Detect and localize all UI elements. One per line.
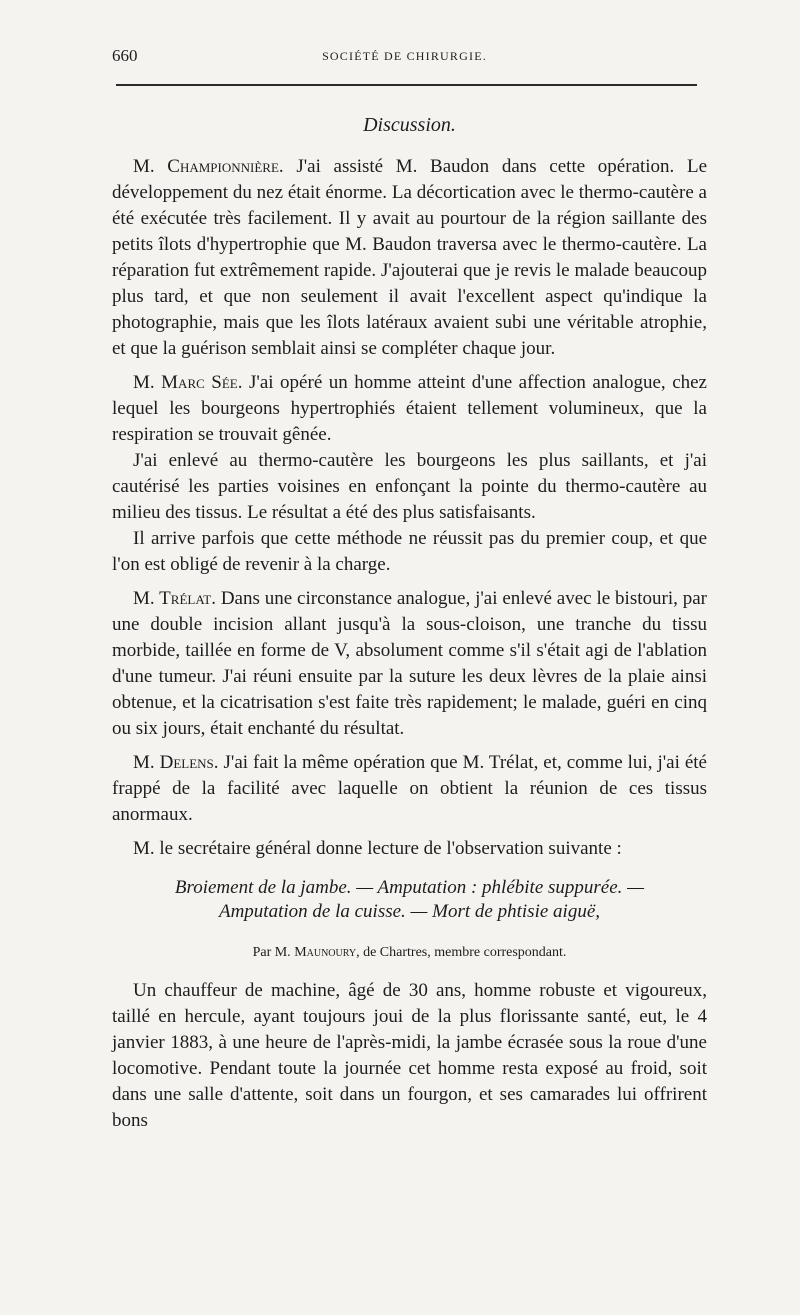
- observation-title-line1: Broiement de la jambe. — Amputation : phlébite suppurée. —: [174, 877, 645, 898]
- observation-byline: Par M. Maunoury, de Chartres, membre correspondant.: [252, 945, 567, 960]
- page-number: 660: [112, 46, 138, 65]
- paragraph-marc-see-cont: [112, 448, 707, 526]
- paragraph-text: J'ai assisté M. Baudon dans cette opération. Le développement du nez était énorme. La décortication avec le thermo-cautère a été exécutée très facilement. Il y avait au pourtour de la région saillante des petits îlots d'hypertrophie que M. Baudon traversa avec le thermo-cautère. La réparation fut extrêmement rapide. J'ajouterai que je revis le malade beaucoup plus tard, et que non seulement il avait l'excellent aspect qu'indique la photographie, mais que les îlots latéraux avaient subi une véritable atrophie, et que la guérison semblait ainsi se compléter chaque jour.: [112, 156, 708, 359]
- paragraph-text: J'ai opéré un homme atteint d'une affection analogue, chez lequel les bourgeons hypertrophiés étaient tellement volumineux, que la respiration se trouvait gênée.: [112, 372, 707, 445]
- running-head: SOCIÉTÉ DE CHIRURGIE.: [322, 49, 487, 63]
- page-header: [112, 46, 697, 70]
- body-text: [112, 112, 707, 1134]
- paragraph-text: Dans une circonstance analogue, j'ai enlevé avec le bistouri, par une double incision allant jusqu'à la sous-cloison, une tranche du tissu morbide, taillée en forme de V, absolument comme s'il s'était agi de l'ablation d'une tumeur. J'ai réuni ensuite par la suture les deux lèvres de la plaie ainsi obtenue, et la cicatrisation s'est faite très rapidement; le malade, guéri en cinq ou six jours, était enchanté du résultat.: [112, 588, 707, 739]
- speaker-name: M. Trélat.: [133, 588, 216, 609]
- speaker-name: M. Championnière.: [133, 156, 284, 177]
- paragraph-text: J'ai enlevé au thermo-cautère les bourgeons les plus saillants, et j'ai cautérisé les parties voisines en enfonçant la pointe du thermo-cautère au milieu des tissus. Le résultat a été des plus satisfaisants.: [112, 450, 707, 523]
- observation-title-line2: Amputation de la cuisse. — Mort de phtisie aiguë,: [218, 901, 600, 922]
- observation-text: Un chauffeur de machine, âgé de 30 ans, homme robuste et vigoureux, taillé en hercule, ayant toujours joui de la plus florissante santé, eut, le 4 janvier 1883, à une heure de l'après-midi, la jambe écrasée sous la roue d'une locomotive. Pendant toute la journée cet homme resta exposé au froid, soit dans une salle d'attente, soit dans un fourgon, et ses camarades lui offrirent bons: [112, 980, 707, 1131]
- paragraph-secretaire: [112, 836, 707, 862]
- paragraph-text: M. le secrétaire général donne lecture de l'observation suivante :: [133, 838, 622, 859]
- observation-title: [112, 876, 707, 924]
- paragraph-marc-see-cont2: [112, 526, 707, 578]
- paragraph-delens: [112, 750, 707, 828]
- speaker-name: M. Delens.: [133, 752, 219, 773]
- paragraph-text: Il arrive parfois que cette méthode ne réussit pas du premier coup, et que l'on est obligé de revenir à la charge.: [112, 528, 707, 575]
- speaker-name: M. Marc Sée.: [133, 372, 243, 393]
- paragraph-trelat: [112, 586, 707, 742]
- byline-author: Maunoury: [294, 945, 357, 960]
- paragraph-text: J'ai fait la même opération que M. Trélat, et, comme lui, j'ai été frappé de la facilité avec laquelle on obtient la réunion de ces tissus anormaux.: [112, 752, 707, 825]
- section-title: Discussion.: [363, 114, 456, 136]
- header-rule: [116, 84, 697, 86]
- paragraph-championniere: [112, 154, 707, 362]
- paragraph-marc-see: [112, 370, 707, 448]
